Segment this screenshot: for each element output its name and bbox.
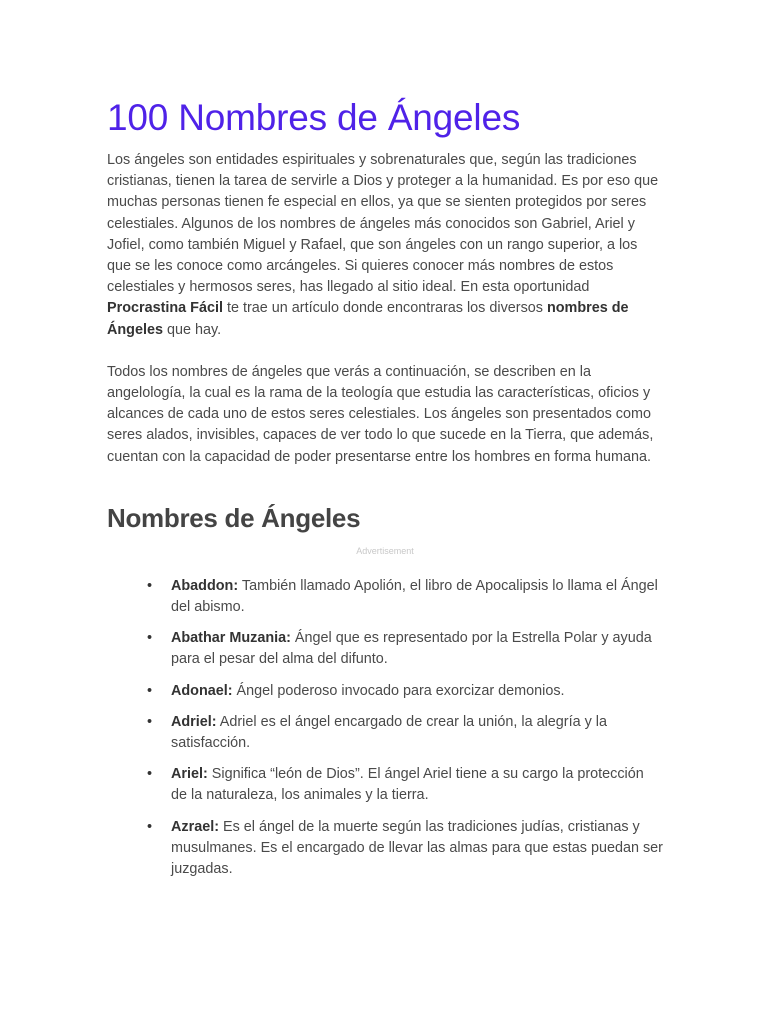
angel-description: Ángel que es representado por la Estrella Polar y ayuda para el pesar del alma del difunto. [171, 630, 652, 668]
list-item [107, 628, 663, 670]
site-name-bold: Procrastina Fácil [107, 300, 223, 317]
intro-text-3: que hay. [162, 321, 222, 338]
list-item [107, 576, 663, 618]
list-item [107, 712, 663, 754]
page-title: 100 Nombres de Ángeles [107, 97, 521, 138]
section-heading: Nombres de Ángeles [107, 502, 361, 533]
angel-description: Es el ángel de la muerte según las tradiciones judías, cristianas y musulmanes. Es el encargado de llevar las almas para que estas puedan ser juzgadas. [171, 818, 663, 878]
angel-name: Azrael: [171, 818, 219, 835]
intro-text-1: Los ángeles son entidades espirituales y sobrenaturales que, según las tradiciones cristianas, tienen la tarea de servirle a Dios y proteger a la humanidad. Es por eso que muchas personas tienen fe especial en ellos, ya que se sienten protegidos por seres celestiales. Algunos de los nombres de ángeles más conocidos son Gabriel, Ariel y Jofiel, como también Miguel y Rafael, que son ángeles con un rango superior, a los que se les conoce como arcángeles. Si quieres conocer más nombres de estos celestiales y hermosos seres, has llegado al sitio ideal. En esta oportunidad [107, 152, 659, 296]
list-item [107, 817, 663, 881]
angel-description: Adriel es el ángel encargado de crear la unión, la alegría y la satisfacción. [171, 713, 607, 752]
angelology-paragraph: Todos los nombres de ángeles que verás a continuación, se describen en la angelología, la cual es la rama de la teología que estudia las características, oficios y alcances de cada uno de estos seres celestiales. Los ángeles son presentados como seres alados, invisibles, capaces de ver todo lo que sucede en la Tierra, que además, cuentan con la capacidad de poder presentarse entre los hombres en forma humana. [107, 363, 654, 465]
list-item [107, 681, 663, 702]
angel-name: Adriel: [171, 713, 217, 730]
intro-text-2: te trae un artículo donde encontraras los diversos [222, 300, 547, 317]
bullet-icon: • [147, 818, 153, 835]
angel-name: Adonael: [171, 682, 233, 699]
angel-name: Abathar Muzania: [171, 630, 291, 647]
bullet-icon: • [147, 577, 153, 594]
topic-bold: nombres de Ángeles [107, 300, 629, 338]
angel-description: Ángel poderoso invocado para exorcizar demonios. [232, 682, 565, 699]
angel-name: Abaddon: [171, 577, 239, 594]
list-item [107, 764, 663, 806]
bullet-icon: • [147, 682, 153, 699]
angel-list [107, 576, 663, 880]
article [107, 96, 663, 890]
angel-name: Ariel: [171, 766, 208, 783]
angel-description: También llamado Apolión, el libro de Apocalipsis lo llama el Ángel del abismo. [171, 577, 658, 616]
angel-description: Significa “león de Dios”. El ángel Ariel tiene a su cargo la protección de la naturaleza, los animales y la tierra. [171, 766, 644, 804]
intro-paragraph [107, 150, 663, 341]
advertisement-label: Advertisement [356, 545, 414, 556]
bullet-icon: • [147, 630, 153, 647]
bullet-icon: • [147, 766, 153, 783]
bullet-icon: • [147, 713, 153, 730]
